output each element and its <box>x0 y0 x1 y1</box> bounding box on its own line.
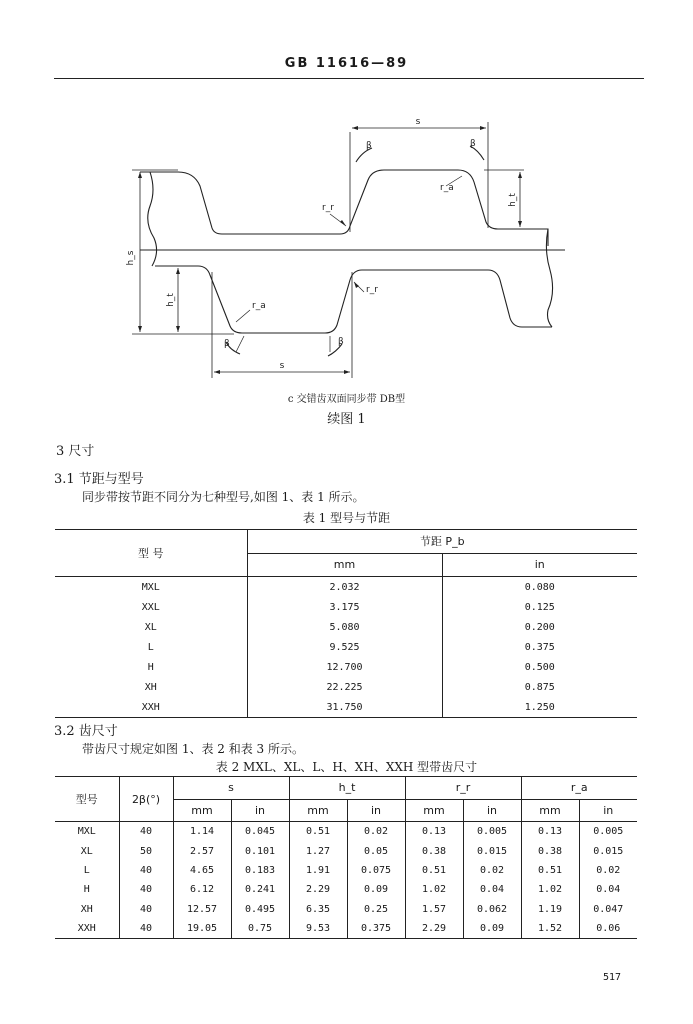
table-2-ht-in: 0.075 <box>347 861 405 880</box>
table-2-unit-in: in <box>579 799 637 822</box>
table-row <box>55 880 637 899</box>
table-2-rr-in: 0.09 <box>463 919 521 939</box>
table-2-ra-mm: 1.19 <box>521 900 579 919</box>
table-2-unit-in: in <box>347 799 405 822</box>
angle-beta-bottom-right: β <box>338 337 344 347</box>
table-2-group-rr: r_r <box>405 777 521 800</box>
table-2-ra-mm: 1.02 <box>521 880 579 899</box>
table-1-mm: 9.525 <box>247 637 442 657</box>
table-2-header-angle: 2β(°) <box>119 777 173 822</box>
table-2-unit-mm: mm <box>521 799 579 822</box>
table-2-ht-mm: 6.35 <box>289 900 347 919</box>
table-2-model: H <box>55 880 119 899</box>
table-2-rr-in: 0.005 <box>463 822 521 842</box>
header-rule <box>54 78 644 79</box>
table-2-ra-in: 0.06 <box>596 923 621 935</box>
table-1-unit-in: in <box>442 553 637 577</box>
table-2-rr-in: 0.062 <box>463 900 521 919</box>
table-2-unit-in: in <box>463 799 521 822</box>
table-2-ra-in: 0.005 <box>593 826 624 838</box>
table-2-ra-mm: 1.52 <box>521 919 579 939</box>
table-2-unit-mm: mm <box>289 799 347 822</box>
angle-beta-bottom-left: β <box>224 339 230 349</box>
table-2-tooth-dimensions <box>55 776 637 939</box>
belt-profile-figure <box>0 110 693 390</box>
table-2-group-ht: h_t <box>289 777 405 800</box>
table-2-angle: 40 <box>119 919 173 939</box>
table-1-model: XXL <box>55 597 247 617</box>
table-1-in: 0.125 <box>524 601 555 613</box>
table-2-s-in: 0.241 <box>231 880 289 899</box>
table-2-angle: 40 <box>119 880 173 899</box>
table-row <box>55 861 637 880</box>
table-1-header-model: 型 号 <box>55 530 247 577</box>
section-3-1-title: 3.1 节距与型号 <box>54 472 144 487</box>
table-2-ra-mm: 0.13 <box>521 822 579 842</box>
table-2-rr-mm: 0.13 <box>405 822 463 842</box>
table-2-ht-mm: 9.53 <box>289 919 347 939</box>
label-ra-upper: r_a <box>440 183 454 193</box>
dim-s-top: s <box>415 117 421 127</box>
section-3-title: 3 尺寸 <box>56 444 95 459</box>
table-2-ra-in: 0.04 <box>596 884 621 896</box>
table-1-caption: 表 1 型号与节距 <box>302 511 391 525</box>
table-2-s-mm: 6.12 <box>173 880 231 899</box>
table-2-rr-mm: 2.29 <box>405 919 463 939</box>
table-2-ht-mm: 1.91 <box>289 861 347 880</box>
figure-subcaption: c 交错齿双面同步带 DB型 <box>287 394 406 405</box>
table-2-rr-mm: 1.57 <box>405 900 463 919</box>
table-2-header-model: 型号 <box>55 777 119 822</box>
table-2-ht-in: 0.09 <box>347 880 405 899</box>
table-2-unit-mm: mm <box>173 799 231 822</box>
table-1-in: 1.250 <box>524 701 555 713</box>
table-2-angle: 40 <box>119 861 173 880</box>
section-3-2-title: 3.2 齿尺寸 <box>54 724 118 739</box>
dim-s-bottom: s <box>279 361 285 371</box>
section-3-1-text: 同步带按节距不同分为七种型号,如图 1、表 1 所示。 <box>82 490 365 504</box>
table-row <box>55 597 637 617</box>
table-2-ht-in: 0.05 <box>347 841 405 860</box>
table-2-ra-mm: 0.38 <box>521 841 579 860</box>
table-2-s-in: 0.75 <box>231 919 289 939</box>
table-2-model: XL <box>55 841 119 860</box>
table-2-ht-in: 0.375 <box>347 919 405 939</box>
table-1-mm: 5.080 <box>247 617 442 637</box>
label-rr-upper: r_r <box>322 203 334 213</box>
table-1-header-pitch: 节距 P_b <box>247 530 637 554</box>
table-2-unit-mm: mm <box>405 799 463 822</box>
table-2-angle: 50 <box>119 841 173 860</box>
table-1-in: 0.500 <box>524 661 555 673</box>
table-1-model: L <box>55 637 247 657</box>
table-2-caption: 表 2 MXL、XL、L、H、XH、XXH 型带齿尺寸 <box>215 760 478 774</box>
table-2-rr-in: 0.04 <box>463 880 521 899</box>
table-1-model: XXH <box>55 697 247 718</box>
table-2-ht-in: 0.25 <box>347 900 405 919</box>
label-ra-lower: r_a <box>252 301 266 311</box>
table-row <box>55 919 637 939</box>
dim-tooth-height-lower: h_t <box>166 293 176 307</box>
table-2-ra-in: 0.015 <box>593 845 624 857</box>
table-2-rr-in: 0.015 <box>463 841 521 860</box>
table-1-mm: 3.175 <box>247 597 442 617</box>
table-2-model: L <box>55 861 119 880</box>
table-2-group-ra: r_a <box>521 777 637 800</box>
table-2-group-s: s <box>173 777 289 800</box>
table-row <box>55 677 637 697</box>
table-2-s-mm: 12.57 <box>173 900 231 919</box>
table-1-in: 0.200 <box>524 621 555 633</box>
table-2-ht-mm: 1.27 <box>289 841 347 860</box>
table-2-ht-mm: 2.29 <box>289 880 347 899</box>
dim-tooth-height-upper: h_t <box>508 193 518 207</box>
table-row <box>55 617 637 637</box>
page-number: 517 <box>602 972 621 983</box>
table-2-ra-mm: 0.51 <box>521 861 579 880</box>
table-1-model: MXL <box>55 577 247 598</box>
table-2-s-in: 0.495 <box>231 900 289 919</box>
table-2-s-in: 0.045 <box>231 822 289 842</box>
table-1-unit-mm: mm <box>247 553 442 577</box>
figure-caption: 续图 1 <box>327 412 366 427</box>
table-2-s-in: 0.183 <box>231 861 289 880</box>
table-2-ht-in: 0.02 <box>347 822 405 842</box>
table-1-in: 0.875 <box>524 681 555 693</box>
label-rr-lower: r_r <box>366 285 378 295</box>
table-1-in: 0.375 <box>524 641 555 653</box>
table-row <box>55 657 637 677</box>
table-1-model-pitch <box>55 529 637 718</box>
section-3-2-text: 带齿尺寸规定如图 1、表 2 和表 3 所示。 <box>82 742 304 756</box>
table-row <box>55 637 637 657</box>
table-2-unit-in: in <box>231 799 289 822</box>
dim-total-height: h_s <box>126 250 136 266</box>
table-2-model: MXL <box>55 822 119 842</box>
document-header: GB 11616—89 <box>284 56 409 71</box>
table-2-model: XXH <box>55 919 119 939</box>
table-row <box>55 900 637 919</box>
angle-beta-top-left: β <box>366 141 372 151</box>
table-2-rr-mm: 0.38 <box>405 841 463 860</box>
table-row <box>55 697 637 718</box>
angle-beta-top-right: β <box>470 139 476 149</box>
table-2-ra-in: 0.047 <box>593 903 624 915</box>
table-2-model: XH <box>55 900 119 919</box>
table-2-rr-mm: 0.51 <box>405 861 463 880</box>
table-1-mm: 12.700 <box>247 657 442 677</box>
table-1-mm: 22.225 <box>247 677 442 697</box>
table-2-s-mm: 2.57 <box>173 841 231 860</box>
table-row <box>55 841 637 860</box>
table-2-angle: 40 <box>119 900 173 919</box>
table-2-s-mm: 1.14 <box>173 822 231 842</box>
table-row <box>55 577 637 598</box>
table-row <box>55 822 637 842</box>
table-2-rr-mm: 1.02 <box>405 880 463 899</box>
table-1-mm: 31.750 <box>247 697 442 718</box>
table-2-ra-in: 0.02 <box>596 864 621 876</box>
table-2-angle: 40 <box>119 822 173 842</box>
table-1-model: XH <box>55 677 247 697</box>
table-1-model: H <box>55 657 247 677</box>
table-2-s-in: 0.101 <box>231 841 289 860</box>
table-1-mm: 2.032 <box>247 577 442 598</box>
table-2-ht-mm: 0.51 <box>289 822 347 842</box>
table-1-in: 0.080 <box>524 581 555 593</box>
table-2-s-mm: 19.05 <box>173 919 231 939</box>
table-2-s-mm: 4.65 <box>173 861 231 880</box>
table-2-rr-in: 0.02 <box>463 861 521 880</box>
table-1-model: XL <box>55 617 247 637</box>
